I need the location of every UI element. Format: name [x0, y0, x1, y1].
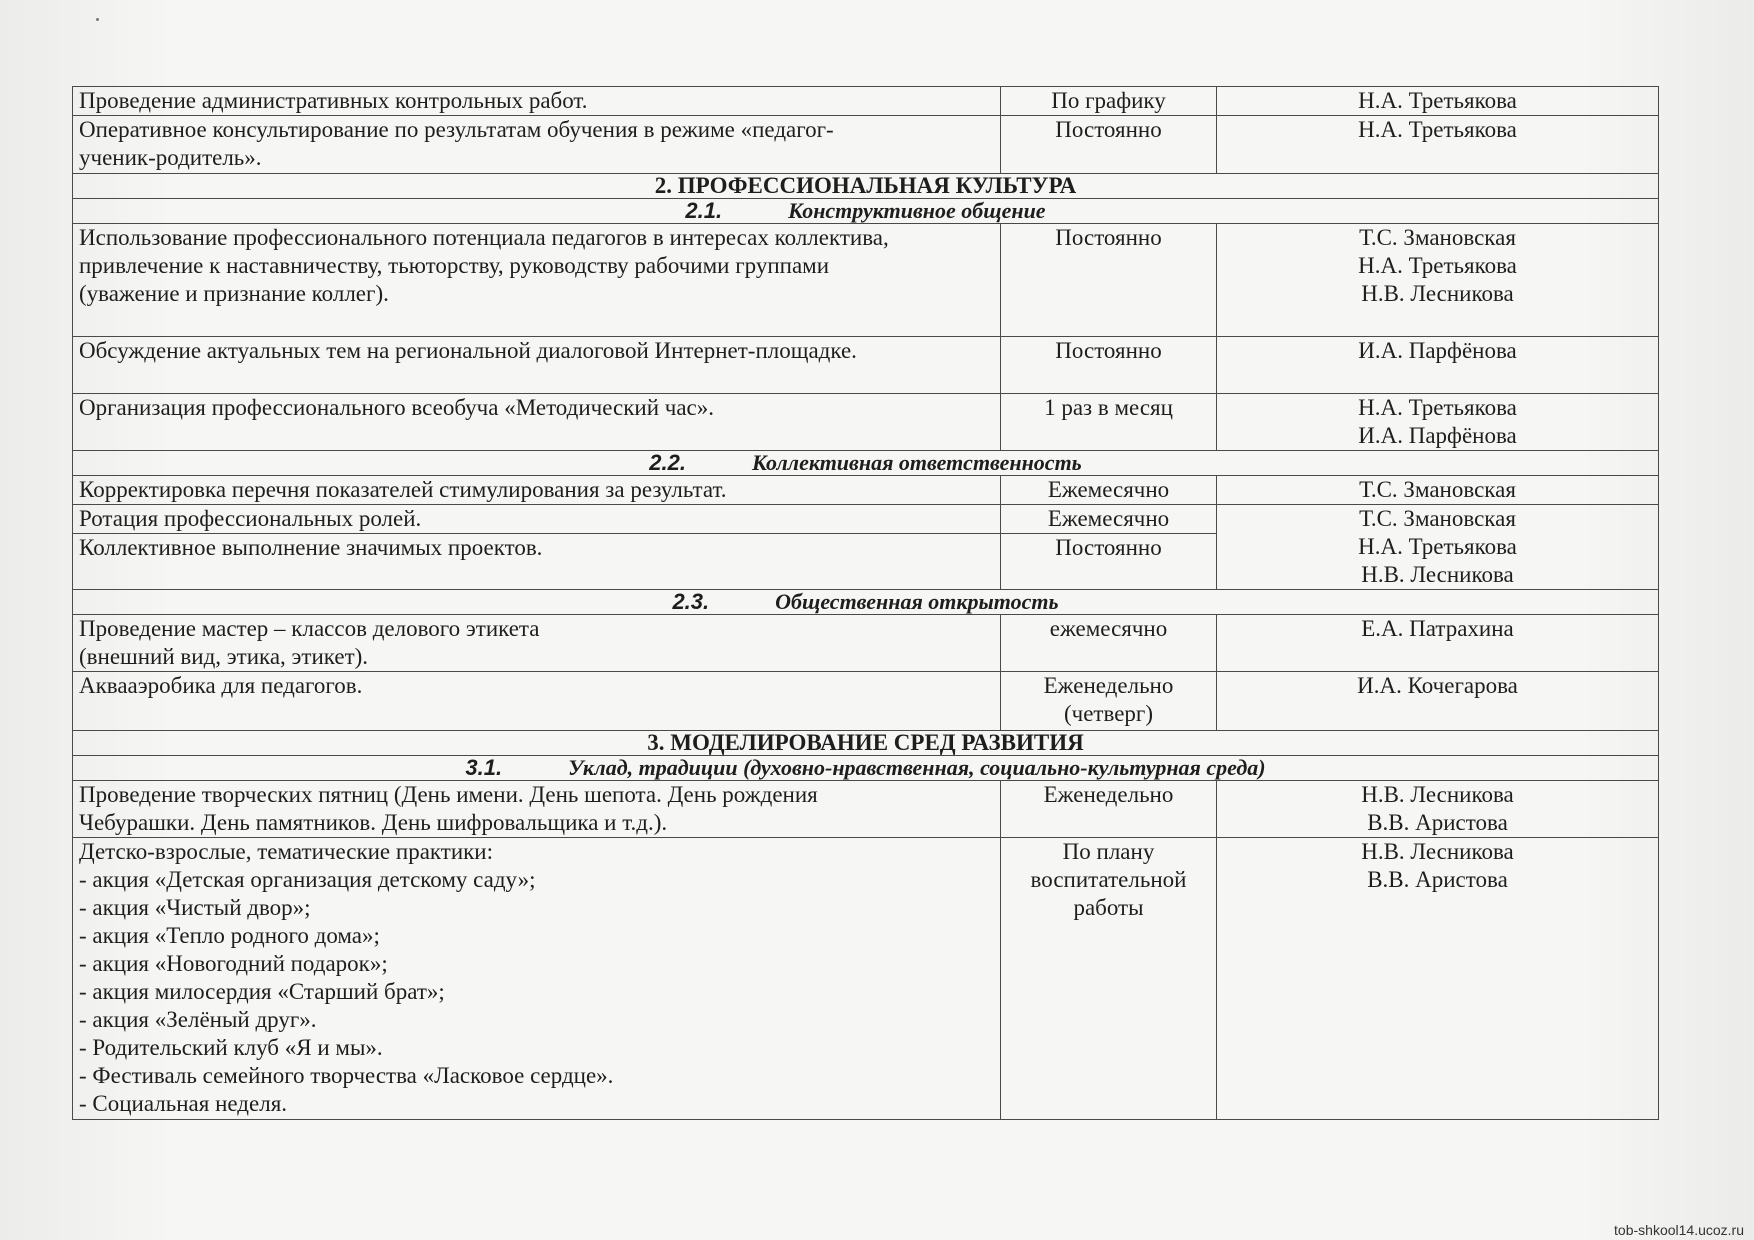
subsection-heading-row — [73, 590, 1659, 615]
subsection-heading-row — [73, 756, 1659, 781]
subsection-number: 2.3. — [672, 589, 710, 614]
task-cell — [73, 476, 1001, 505]
term-text: По графику — [1051, 88, 1166, 113]
responsible-text: Н.А. Третьякова — [1358, 88, 1517, 113]
responsible-cell — [1217, 476, 1659, 505]
task-text: Ротация профессиональных ролей. — [79, 506, 422, 531]
task-text: Чебурашки. День памятников. День шифровальщика и т.д.). — [79, 810, 668, 835]
responsible-text: И.А. Кочегарова — [1357, 673, 1518, 698]
task-text: - акция «Зелёный друг». — [79, 1007, 317, 1032]
table-row — [73, 615, 1659, 672]
source-watermark: tob-shkool14.ucoz.ru — [1614, 1222, 1744, 1238]
task-cell — [73, 337, 1001, 394]
task-text: Аквааэробика для педагогов. — [79, 673, 363, 698]
section-heading-row — [73, 731, 1659, 756]
task-text: - акция «Новогодний подарок»; — [79, 951, 388, 976]
responsible-cell — [1217, 337, 1659, 394]
term-text: Постоянно — [1055, 338, 1162, 363]
task-text: - акция «Детская организация детскому саду»; — [79, 867, 536, 892]
table-row — [73, 505, 1659, 534]
responsible-cell — [1217, 672, 1659, 731]
subsection-title: Уклад, традиции (духовно-нравственная, социально-культурная среда) — [568, 755, 1266, 780]
responsible-text: Т.С. Змановская — [1359, 225, 1516, 250]
responsible-text: Н.А. Третьякова — [1358, 534, 1517, 559]
subsection-heading-row — [73, 199, 1659, 224]
task-cell — [73, 615, 1001, 672]
term-cell — [1001, 337, 1217, 394]
task-text: - акция милосердия «Старший брат»; — [79, 979, 445, 1004]
responsible-text: В.В. Аристова — [1367, 867, 1508, 892]
responsible-text: Е.А. Патрахина — [1361, 616, 1514, 641]
subsection-title: Коллективная ответственность — [751, 450, 1082, 475]
term-text: воспитательной — [1030, 867, 1187, 892]
term-text: Еженедельно — [1043, 782, 1174, 807]
table-row — [73, 394, 1659, 451]
task-text: Проведение мастер – классов делового этикета — [79, 616, 540, 641]
subsection-heading — [73, 756, 1659, 781]
responsible-text: Н.А. Третьякова — [1358, 253, 1517, 278]
term-cell — [1001, 838, 1217, 1120]
term-text: Постоянно — [1055, 535, 1162, 560]
responsible-cell — [1217, 116, 1659, 174]
section-heading-row — [73, 174, 1659, 199]
task-text: (внешний вид, этика, этикет). — [79, 644, 369, 669]
task-cell — [73, 505, 1001, 534]
task-cell — [73, 394, 1001, 451]
term-text: Ежемесячно — [1047, 506, 1170, 531]
subsection-heading — [73, 451, 1659, 476]
task-text: - Социальная неделя. — [79, 1091, 288, 1116]
term-cell — [1001, 781, 1217, 838]
term-cell — [1001, 476, 1217, 505]
task-text: - акция «Чистый двор»; — [79, 895, 311, 920]
term-cell — [1001, 116, 1217, 174]
task-cell — [73, 672, 1001, 731]
task-text: ученик-родитель». — [79, 145, 262, 170]
responsible-text: Т.С. Змановская — [1359, 506, 1516, 531]
subsection-title: Общественная открытость — [775, 589, 1059, 614]
task-cell — [73, 224, 1001, 337]
term-cell — [1001, 615, 1217, 672]
term-cell — [1001, 534, 1217, 590]
task-cell — [73, 87, 1001, 116]
term-text: Постоянно — [1055, 117, 1162, 142]
term-cell — [1001, 672, 1217, 731]
table-row — [73, 224, 1659, 337]
term-cell — [1001, 87, 1217, 116]
responsible-text: Н.В. Лесникова — [1361, 839, 1514, 864]
task-text: Организация профессионального всеобуча «Методический час». — [79, 395, 714, 420]
subsection-number: 2.2. — [649, 450, 686, 475]
task-cell — [73, 838, 1001, 1120]
responsible-text: Н.В. Лесникова — [1361, 281, 1514, 306]
task-text: - Фестиваль семейного творчества «Ласковое сердце». — [79, 1063, 614, 1088]
task-text: Оперативное консультирование по результатам обучения в режиме «педагог- — [79, 117, 834, 142]
task-text: привлечение к наставничеству, тьюторству, руководству рабочими группами — [79, 253, 830, 278]
responsible-cell — [1217, 781, 1659, 838]
task-text: Использование профессионального потенциала педагогов в интересах коллектива, — [79, 225, 889, 250]
table-row — [73, 116, 1659, 174]
term-text: (четверг) — [1063, 701, 1153, 726]
subsection-heading — [73, 590, 1659, 615]
responsible-cell — [1217, 838, 1659, 1120]
task-text: Обсуждение актуальных тем на региональной диалоговой Интернет-площадке. — [79, 338, 857, 363]
responsible-text: И.А. Парфёнова — [1358, 423, 1517, 448]
responsible-cell — [1217, 394, 1659, 451]
table-row — [73, 87, 1659, 116]
task-cell — [73, 116, 1001, 174]
responsible-text: В.В. Аристова — [1367, 810, 1508, 835]
term-text: Постоянно — [1055, 225, 1162, 250]
term-cell — [1001, 505, 1217, 534]
responsible-text: Н.В. Лесникова — [1361, 562, 1514, 587]
table-row — [73, 476, 1659, 505]
task-text: - Родительский клуб «Я и мы». — [79, 1035, 383, 1060]
term-cell — [1001, 224, 1217, 337]
task-cell — [73, 534, 1001, 590]
term-text: 1 раз в месяц — [1044, 395, 1173, 420]
task-text: Проведение административных контрольных работ. — [79, 88, 588, 113]
responsible-cell — [1217, 505, 1659, 590]
responsible-text: Т.С. Змановская — [1359, 477, 1516, 502]
table-row — [73, 838, 1659, 1120]
responsible-text: И.А. Парфёнова — [1358, 338, 1517, 363]
responsible-text: Н.В. Лесникова — [1361, 782, 1514, 807]
responsible-cell — [1217, 615, 1659, 672]
term-text: По плану — [1062, 839, 1155, 864]
responsible-text: Н.А. Третьякова — [1358, 395, 1517, 420]
subsection-heading-row — [73, 451, 1659, 476]
section-heading: 3. МОДЕЛИРОВАНИЕ СРЕД РАЗВИТИЯ — [73, 731, 1659, 756]
task-cell — [73, 781, 1001, 838]
subsection-title: Конструктивное общение — [788, 198, 1046, 223]
term-text: Ежемесячно — [1047, 477, 1170, 502]
subsection-number: 2.1. — [685, 198, 723, 223]
task-text: Детско-взрослые, тематические практики: — [79, 839, 493, 864]
table-row — [73, 781, 1659, 838]
task-text: - акция «Тепло родного дома»; — [79, 923, 380, 948]
term-text: ежемесячно — [1049, 616, 1168, 641]
subsection-number: 3.1. — [465, 755, 503, 780]
term-cell — [1001, 394, 1217, 451]
plan-table — [72, 86, 1659, 1120]
term-text: Еженедельно — [1043, 673, 1174, 698]
task-text: Корректировка перечня показателей стимулирования за результат. — [79, 477, 727, 502]
task-text: (уважение и признание коллег). — [79, 281, 389, 306]
responsible-cell — [1217, 224, 1659, 337]
subsection-heading — [73, 199, 1659, 224]
term-text: работы — [1073, 895, 1144, 920]
task-text: Проведение творческих пятниц (День имени. День шепота. День рождения — [79, 782, 818, 807]
section-heading: 2. ПРОФЕССИОНАЛЬНАЯ КУЛЬТУРА — [73, 174, 1659, 199]
table-row — [73, 672, 1659, 731]
responsible-cell — [1217, 87, 1659, 116]
responsible-text: Н.А. Третьякова — [1358, 117, 1517, 142]
task-text: Коллективное выполнение значимых проектов. — [79, 535, 543, 560]
scan-speck — [96, 18, 99, 21]
table-row — [73, 337, 1659, 394]
